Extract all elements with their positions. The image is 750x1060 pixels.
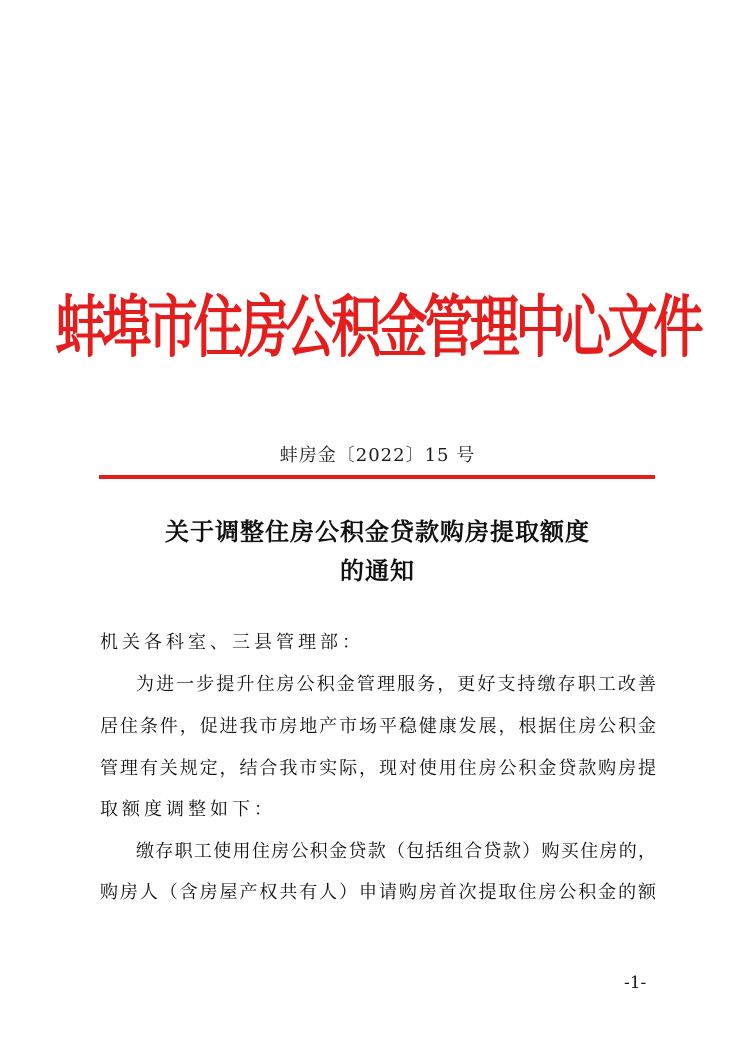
- paragraph-2-line-1: 缴存职工使用住房公积金贷款（包括组合贷款）购买住房的，: [136, 841, 656, 862]
- notice-title-line-2: 的通知: [340, 556, 415, 585]
- page-number: -1-: [624, 973, 647, 993]
- document-number: 蚌房金〔2022〕15 号: [279, 445, 476, 466]
- salutation: 机关各科室、三县管理部：: [100, 632, 364, 653]
- paragraph-1-line-1: 为进一步提升住房公积金管理服务，更好支持缴存职工改善: [136, 674, 656, 695]
- paragraph-1-line-3: 管理有关规定，结合我市实际，现对使用住房公积金贷款购房提: [100, 758, 656, 779]
- masthead-title: 蚌埠市住房公积金管理中心文件: [55, 288, 700, 367]
- paragraph-1-line-4: 取额度调整如下：: [100, 799, 276, 820]
- paragraph-1-line-2: 居住条件，促进我市房地产市场平稳健康发展，根据住房公积金: [100, 716, 656, 737]
- red-divider-line: [99, 475, 655, 479]
- notice-title-line-1: 关于调整住房公积金贷款购房提取额度: [165, 517, 590, 546]
- paragraph-2-line-2: 购房人（含房屋产权共有人）申请购房首次提取住房公积金的额: [100, 882, 656, 903]
